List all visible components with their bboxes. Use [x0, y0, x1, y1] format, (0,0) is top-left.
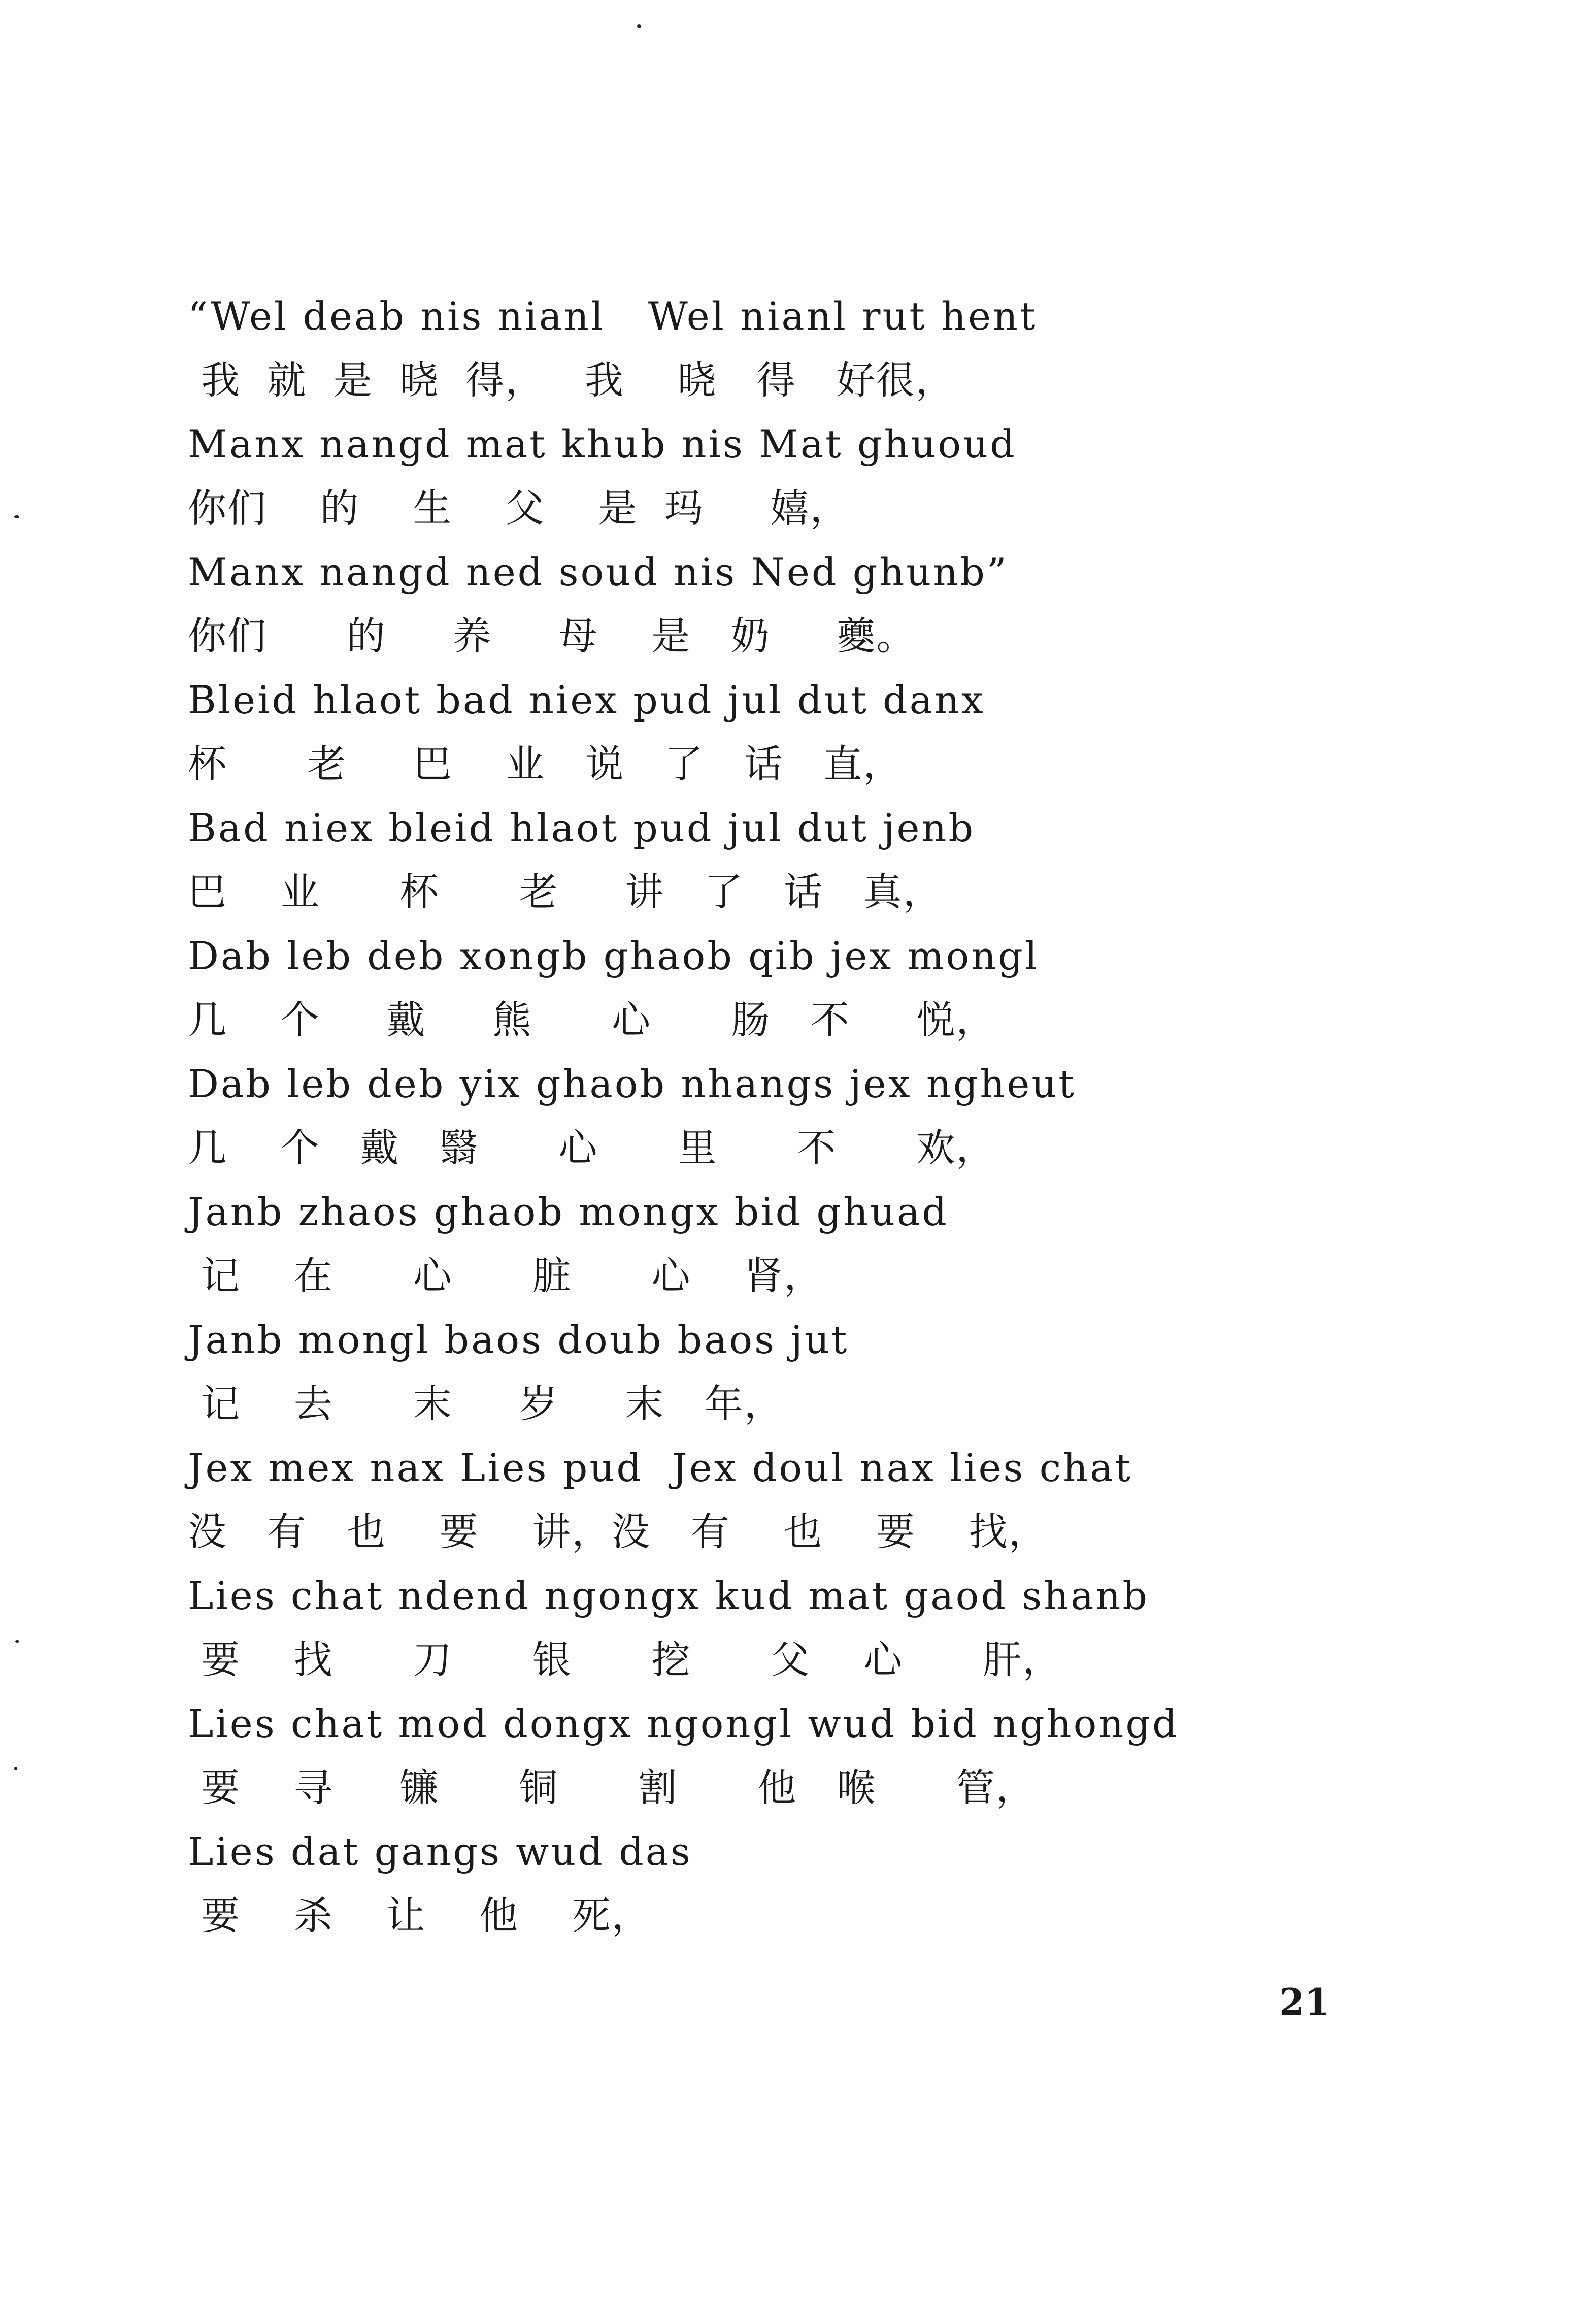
verse-line: [188, 796, 1431, 924]
chinese-gloss-line: 我 就 是 晓 得， 我 晓 得 好很，: [188, 357, 955, 403]
page-number: 21: [1279, 1980, 1330, 2023]
romanized-line: Bad niex bleid hlaot pud jul dut jenb: [188, 805, 976, 850]
verse-line: [188, 1052, 1431, 1180]
verse-line: [188, 1436, 1431, 1564]
romanized-line: Dab leb deb xongb ghaob qib jex mongl: [188, 933, 1040, 978]
chinese-gloss-line: 巴 业 杯 老 讲 了 话 真，: [188, 869, 943, 914]
romanized-line: Lies chat mod dongx ngongl wud bid nghongd: [188, 1701, 1179, 1746]
scan-speck: [14, 515, 19, 518]
verse-block: [188, 284, 1431, 1948]
scan-speck: [637, 24, 641, 28]
scan-speck: [14, 1767, 17, 1770]
chinese-gloss-line: 几 个 戴 熊 心 肠 不 悦，: [188, 997, 996, 1042]
verse-line: [188, 1564, 1431, 1692]
verse-line: [188, 1308, 1431, 1436]
verse-line: [188, 412, 1431, 540]
scan-speck: [15, 1640, 19, 1643]
chinese-gloss-line: 你们 的 生 父 是 玛 嬉，: [188, 485, 850, 531]
chinese-gloss-line: 记 去 末 岁 末 年，: [188, 1381, 784, 1426]
romanized-line: Dab leb deb yix ghaob nhangs jex ngheut: [188, 1061, 1076, 1106]
chinese-gloss-line: 要 寻 镰 铜 割 他 喉 管，: [188, 1765, 1036, 1810]
verse-line: [188, 1820, 1431, 1948]
romanized-line: Manx nangd ned soud nis Ned ghunb”: [188, 549, 1009, 595]
verse-line: [188, 284, 1431, 412]
romanized-line: Lies dat gangs wud das: [188, 1829, 693, 1874]
verse-line: [188, 1692, 1431, 1820]
romanized-line: Manx nangd mat khub nis Mat ghuoud: [188, 421, 1017, 467]
chinese-gloss-line: 记 在 心 脏 心 肾，: [188, 1253, 824, 1298]
romanized-line: Jex mex nax Lies pud Jex doul nax lies chat: [188, 1445, 1132, 1490]
chinese-gloss-line: 要 杀 让 他 死，: [188, 1893, 651, 1938]
chinese-gloss-line: 杯 老 巴 业 说 了 话 直，: [188, 741, 903, 787]
chinese-gloss-line: 没 有 也 要 讲，没 有 也 要 找，: [188, 1509, 1048, 1554]
romanized-line: Lies chat ndend ngongx kud mat gaod shanb: [188, 1573, 1150, 1618]
verse-line: [188, 924, 1431, 1052]
verse-line: [188, 540, 1431, 668]
verse-line: [188, 668, 1431, 796]
chinese-gloss-line: 几 个 戴 翳 心 里 不 欢，: [188, 1125, 996, 1170]
romanized-line: Janb zhaos ghaob mongx bid ghuad: [188, 1189, 949, 1234]
romanized-line: “Wel deab nis nianl Wel nianl rut hent: [188, 293, 1038, 339]
romanized-line: Bleid hlaot bad niex pud jul dut danx: [188, 677, 985, 723]
chinese-gloss-line: 要 找 刀 银 挖 父 心 肝，: [188, 1637, 1062, 1682]
verse-line: [188, 1180, 1431, 1308]
romanized-line: Janb mongl baos doub baos jut: [188, 1317, 849, 1362]
chinese-gloss-line: 你们 的 养 母 是 奶 夔。: [188, 613, 916, 659]
